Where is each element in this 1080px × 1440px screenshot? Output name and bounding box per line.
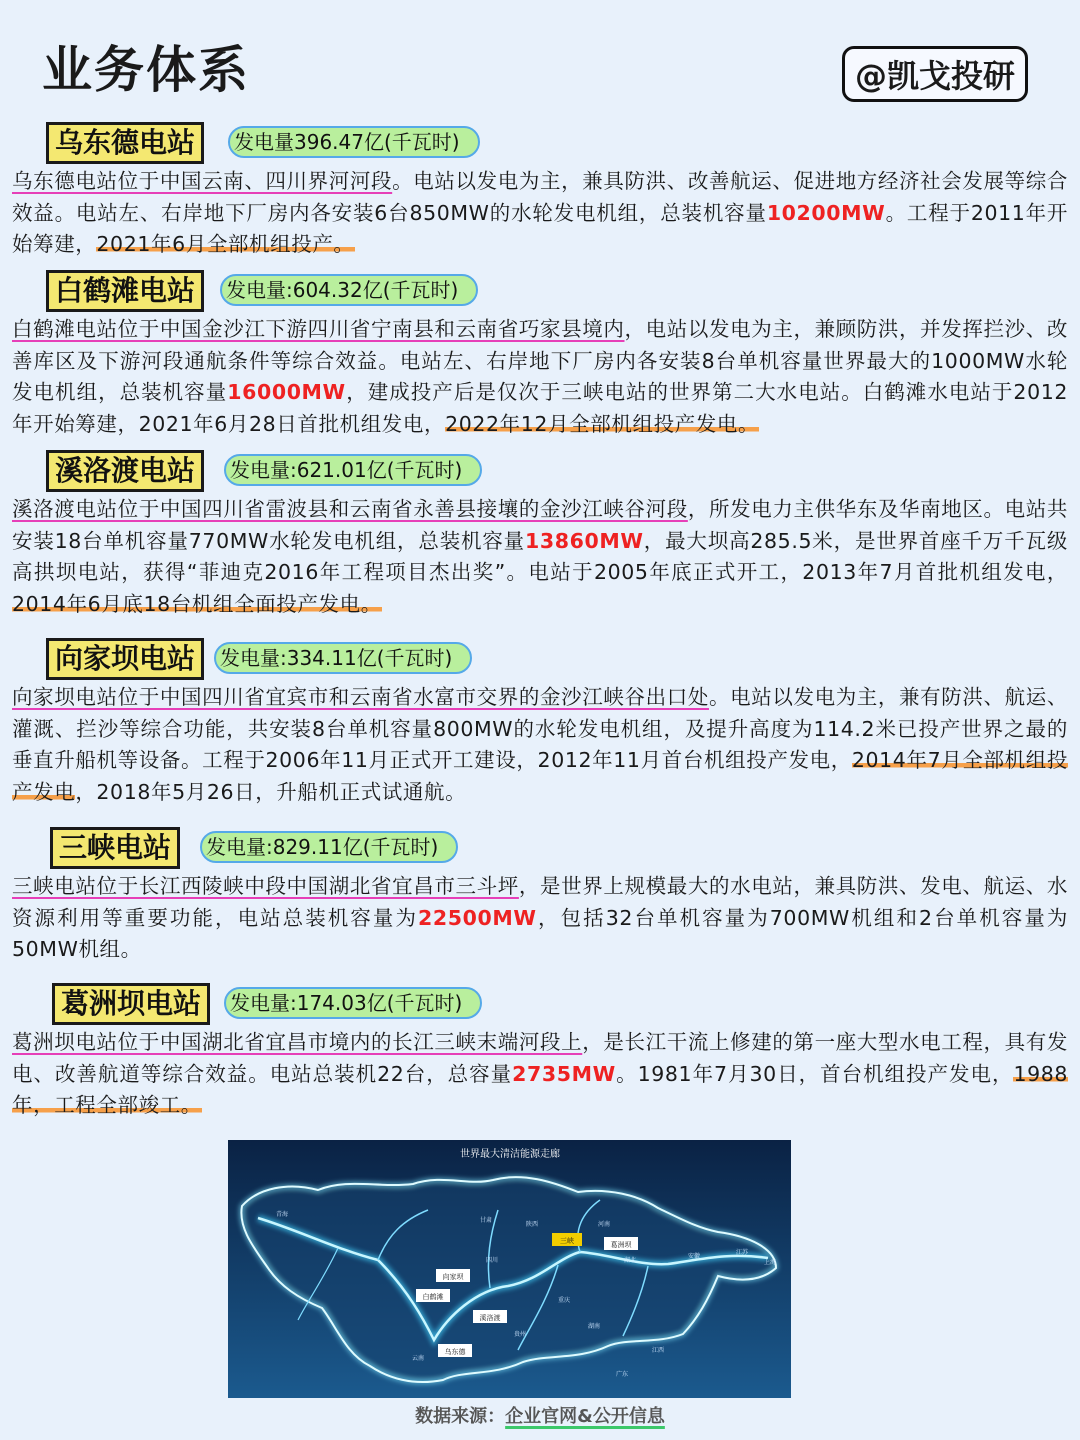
power-generation-badge: 发电量396.47亿(千瓦时): [228, 126, 480, 158]
completion-milestone: 2014年6月底18台机组全面投产发电。: [12, 591, 382, 616]
installed-capacity: 10200MW: [766, 200, 886, 225]
station-section: [0, 450, 1080, 620]
station-description: 葛洲坝电站位于中国湖北省宜昌市境内的长江三峡末端河段上，是长江干流上修建的第一座大型水电工程，具有发电、改善航道等综合效益。电站总装机22台，总容量2735MW。1981年7月30日，首台机组投产发电，1988年，工程全部竣工。: [12, 1030, 1069, 1117]
completion-milestone: 2022年12月全部机组投产发电。: [445, 411, 760, 436]
svg-text:白鹤滩: 白鹤滩: [422, 1293, 444, 1301]
power-generation-badge: 发电量:334.11亿(千瓦时): [214, 642, 472, 674]
station-location: 葛洲坝电站位于中国湖北省宜昌市境内的长江三峡末端河段上: [12, 1030, 583, 1054]
map-title: 世界最大清洁能源走廊: [460, 1149, 560, 1160]
region-label: 上海: [764, 1259, 777, 1266]
station-section: [0, 827, 1080, 966]
completion-milestone: 1988年，工程全部竣工。: [12, 1061, 1069, 1117]
region-label: 陕西: [526, 1221, 539, 1228]
data-source-note: [0, 1402, 1080, 1428]
map-label-wudongde: [438, 1344, 472, 1357]
station-description: 乌东德电站位于中国云南、四川界河河段。电站以发电为主，兼具防洪、改善航运、促进地方经济社会发展等综合效益。电站左、右岸地下厂房内各安装6台850MW的水轮发电机组，总装机容量10200MW。工程于2011年开始筹建，2021年6月全部机组投产。: [12, 169, 1069, 256]
source-label: 数据来源：: [415, 1406, 506, 1427]
station-name: 溪洛渡电站: [46, 450, 204, 492]
station-description: 三峡电站位于长江西陵峡中段中国湖北省宜昌市三斗坪，是世界上规模最大的水电站，兼具防洪、发电、航运、水资源利用等重要功能，电站总装机容量为22500MW，包括32台单机容量为700MW机组和2台单机容量为50MW机组。: [12, 874, 1068, 961]
svg-text:三峡: 三峡: [560, 1237, 574, 1245]
map-label-xiluodu: [473, 1310, 507, 1323]
installed-capacity: 2735MW: [512, 1061, 616, 1086]
svg-text:溪洛渡: 溪洛渡: [479, 1314, 501, 1322]
region-label: 四川: [486, 1257, 499, 1264]
station-name: 葛洲坝电站: [52, 983, 210, 1025]
map-label-xiangjiaba: [436, 1269, 470, 1282]
power-generation-badge: 发电量:621.01亿(千瓦时): [224, 454, 482, 486]
region-label: 广东: [616, 1371, 629, 1378]
power-generation-badge: 发电量:829.11亿(千瓦时): [200, 831, 458, 863]
station-name: 向家坝电站: [46, 638, 204, 680]
svg-text:向家坝: 向家坝: [442, 1273, 464, 1281]
power-generation-badge: 发电量:174.03亿(千瓦时): [224, 987, 482, 1019]
station-name: 白鹤滩电站: [46, 270, 204, 312]
region-label: 江西: [652, 1347, 665, 1354]
station-location: 向家坝电站位于中国四川省宜宾市和云南省水富市交界的金沙江峡谷出口处: [12, 685, 709, 709]
map-label-sanxia: [552, 1233, 582, 1246]
station-description: 白鹤滩电站位于中国金沙江下游四川省宁南县和云南省巧家县境内，电站以发电为主，兼顾防洪，并发挥拦沙、改善库区及下游河段通航条件等综合效益。电站左、右岸地下厂房内各安装8台单机容量世界最大的1000MW水轮发电机组，总装机容量16000MW，建成投产后是仅次于三峡电站的世界第二大水电站。白鹤滩水电站于2012年开始筹建，2021年6月28日首批机组发电，2022年12月全部机组投产发电。: [12, 317, 1068, 436]
station-name: 三峡电站: [50, 827, 180, 869]
region-label: 青海: [276, 1211, 289, 1218]
installed-capacity: 13860MW: [525, 528, 644, 553]
station-location: 三峡电站位于长江西陵峡中段中国湖北省宜昌市三斗坪: [12, 874, 519, 898]
completion-milestone: 2021年6月全部机组投产。: [96, 232, 355, 256]
completion-milestone: 2014年7月全部机组投产发电: [12, 748, 1068, 804]
station-location: 乌东德电站位于中国云南、四川界河河段: [12, 169, 393, 193]
svg-text:葛洲坝: 葛洲坝: [610, 1241, 632, 1249]
station-section: [0, 983, 1080, 1122]
map-illustration: [228, 1140, 791, 1398]
region-label: 湖南: [588, 1323, 601, 1330]
station-section: [0, 122, 1080, 261]
svg-text:乌东德: 乌东德: [444, 1348, 466, 1356]
station-location: 溪洛渡电站位于中国四川省雷波县和云南省永善县接壤的金沙江峡谷河段: [12, 497, 688, 521]
clean-energy-corridor-map: [228, 1140, 791, 1398]
station-description: 溪洛渡电站位于中国四川省雷波县和云南省永善县接壤的金沙江峡谷河段，所发电力主供华东及华南地区。电站共安装18台单机容量770MW水轮发电机组，总装机容量13860MW，最大坝高285.5米，是世界首座千万千瓦级高拱坝电站，获得“菲迪克2016年工程项目杰出奖”。电站于2005年底正式开工，2013年7月首批机组发电，2014年6月底18台机组全面投产发电。: [12, 497, 1068, 616]
map-label-gezhouba: [604, 1237, 638, 1250]
region-label: 江苏: [736, 1249, 749, 1256]
region-label: 河南: [598, 1221, 611, 1228]
page-title: 业务体系: [42, 40, 250, 99]
power-generation-badge: 发电量:604.32亿(千瓦时): [220, 274, 478, 306]
station-section: [0, 270, 1080, 440]
station-name: 乌东德电站: [46, 122, 204, 164]
source-value: 企业官网&公开信息: [505, 1406, 665, 1427]
station-section: [0, 638, 1080, 808]
region-label: 重庆: [558, 1297, 571, 1304]
region-label: 贵州: [514, 1331, 527, 1338]
installed-capacity: 16000MW: [227, 380, 346, 404]
region-label: 云南: [412, 1355, 425, 1362]
region-label: 湖北: [624, 1257, 637, 1264]
station-description: 向家坝电站位于中国四川省宜宾市和云南省水富市交界的金沙江峡谷出口处。电站以发电为主，兼有防洪、航运、灌溉、拦沙等综合功能，共安装8台单机容量800MW的水轮发电机组，及提升高度为114.2米已投产世界之最的垂直升船机等设备。工程于2006年11月正式开工建设，2012年11月首台机组投产发电，2014年7月全部机组投产发电，2018年5月26日，升船机正式试通航。: [12, 685, 1068, 804]
region-label: 甘肃: [480, 1217, 493, 1224]
map-label-baihetan: [416, 1289, 450, 1302]
brand-badge: @凯戈投研: [842, 46, 1028, 102]
installed-capacity: 22500MW: [418, 905, 537, 930]
station-location: 白鹤滩电站位于中国金沙江下游四川省宁南县和云南省巧家县境内: [12, 317, 625, 341]
region-label: 安徽: [688, 1253, 701, 1260]
